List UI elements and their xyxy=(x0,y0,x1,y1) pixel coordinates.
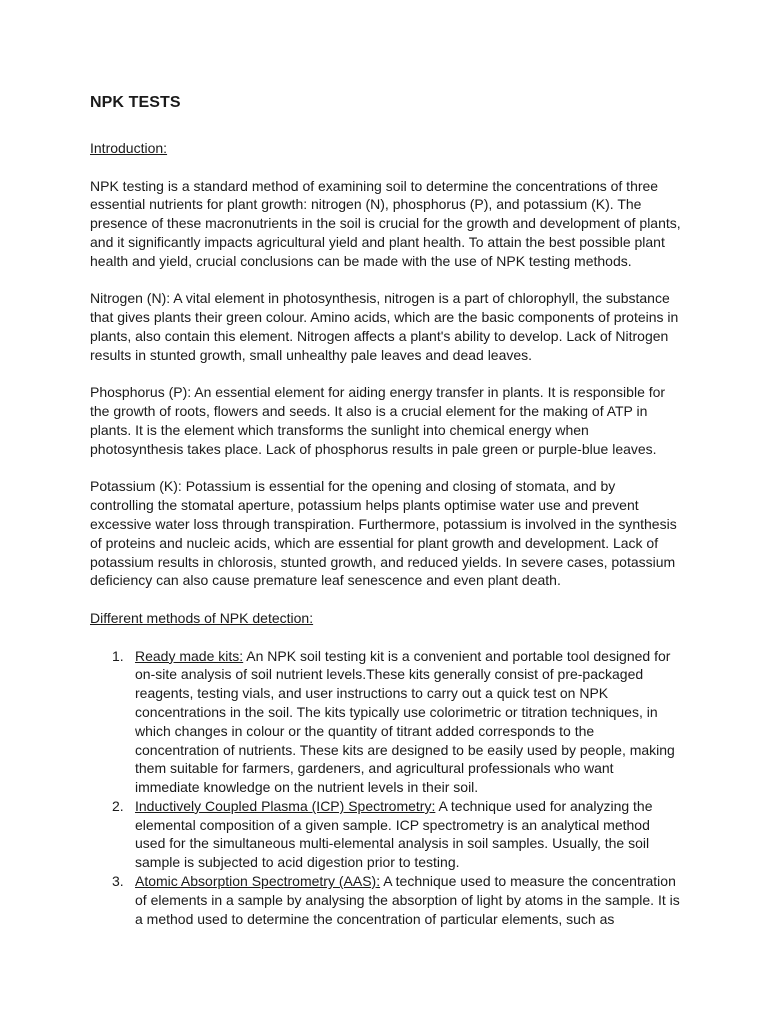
potassium-paragraph: Potassium (K): Potassium is essential for the opening and closing of stomata, and by controlling the stomatal aperture, potassium helps plants optimise water use and prevent excessive water loss through transpiration. Furthermore, potassium is involved in the synthesis of proteins and nucleic acids, which are essential for plant growth and development. Lack of potassium results in chlorosis, stunted growth, and reduced yields. In severe cases, potassium deficiency can also cause premature leaf senescence and even plant death. xyxy=(90,478,677,589)
method-name: Atomic Absorption Spectrometry (AAS): xyxy=(135,873,381,890)
list-number: 2. xyxy=(112,797,124,814)
introduction-heading: Introduction: xyxy=(90,140,168,156)
methods-heading: Different methods of NPK detection: xyxy=(90,609,314,626)
document-title: NPK TESTS xyxy=(90,94,181,111)
document-page xyxy=(90,92,682,928)
list-number: 3. xyxy=(112,873,124,890)
list-item xyxy=(90,797,682,872)
list-item xyxy=(90,647,682,797)
phosphorus-paragraph: Phosphorus (P): An essential element for aiding energy transfer in plants. It is responsible for the growth of roots, flowers and seeds. It also is a crucial element for the making of ATP in plants. It is the element which transforms the sunlight into chemical energy when photosynthesis takes place. Lack of phosphorus results in pale green or purple-blue leaves. xyxy=(90,384,666,457)
method-name: Inductively Coupled Plasma (ICP) Spectrometry: xyxy=(135,797,436,814)
list-item xyxy=(90,872,682,928)
method-description: An NPK soil testing kit is a convenient and portable tool designed for on-site analysis of soil nutrient levels.These kits generally consist of pre-packaged reagents, testing vials, and user instructions to carry out a quick test on NPK concentrations in the soil. The kits typically use colorimetric or titration techniques, in which changes in colour or the quantity of titrant added corresponds to the concentration of nutrients. These kits are designed to be easily used by people, making them suitable for farmers, gardeners, and agricultural professionals who want immediate knowledge on the nutrient levels in their soil. xyxy=(135,647,675,796)
method-description: A technique used for analyzing the elemental composition of a given sample. ICP spectrometry is an analytical method used for the simultaneous multi-elemental analysis in soil samples. Usually, the soil sample is subjected to acid digestion prior to testing. xyxy=(135,797,653,871)
nitrogen-paragraph: Nitrogen (N): A vital element in photosynthesis, nitrogen is a part of chlorophyll, the substance that gives plants their green colour. Amino acids, which are the basic components of proteins in plants, also contain this element. Nitrogen affects a plant's ability to develop. Lack of Nitrogen results in stunted growth, small unhealthy pale leaves and dead leaves. xyxy=(90,290,679,363)
intro-paragraph: NPK testing is a standard method of examining soil to determine the concentrations of three essential nutrients for plant growth: nitrogen (N), phosphorus (P), and potassium (K). The presence of these macronutrients in the soil is crucial for the growth and development of plants, and it significantly impacts agricultural yield and plant health. To attain the best possible plant health and yield, crucial conclusions can be made with the use of NPK testing methods. xyxy=(90,177,681,269)
method-name: Ready made kits: xyxy=(135,647,244,664)
methods-list xyxy=(90,647,682,929)
list-number: 1. xyxy=(112,647,124,664)
method-description: A technique used to measure the concentration of elements in a sample by analysing the absorption of light by atoms in the sample. It is a method used to determine the concentration of particular elements, such as xyxy=(135,873,680,927)
